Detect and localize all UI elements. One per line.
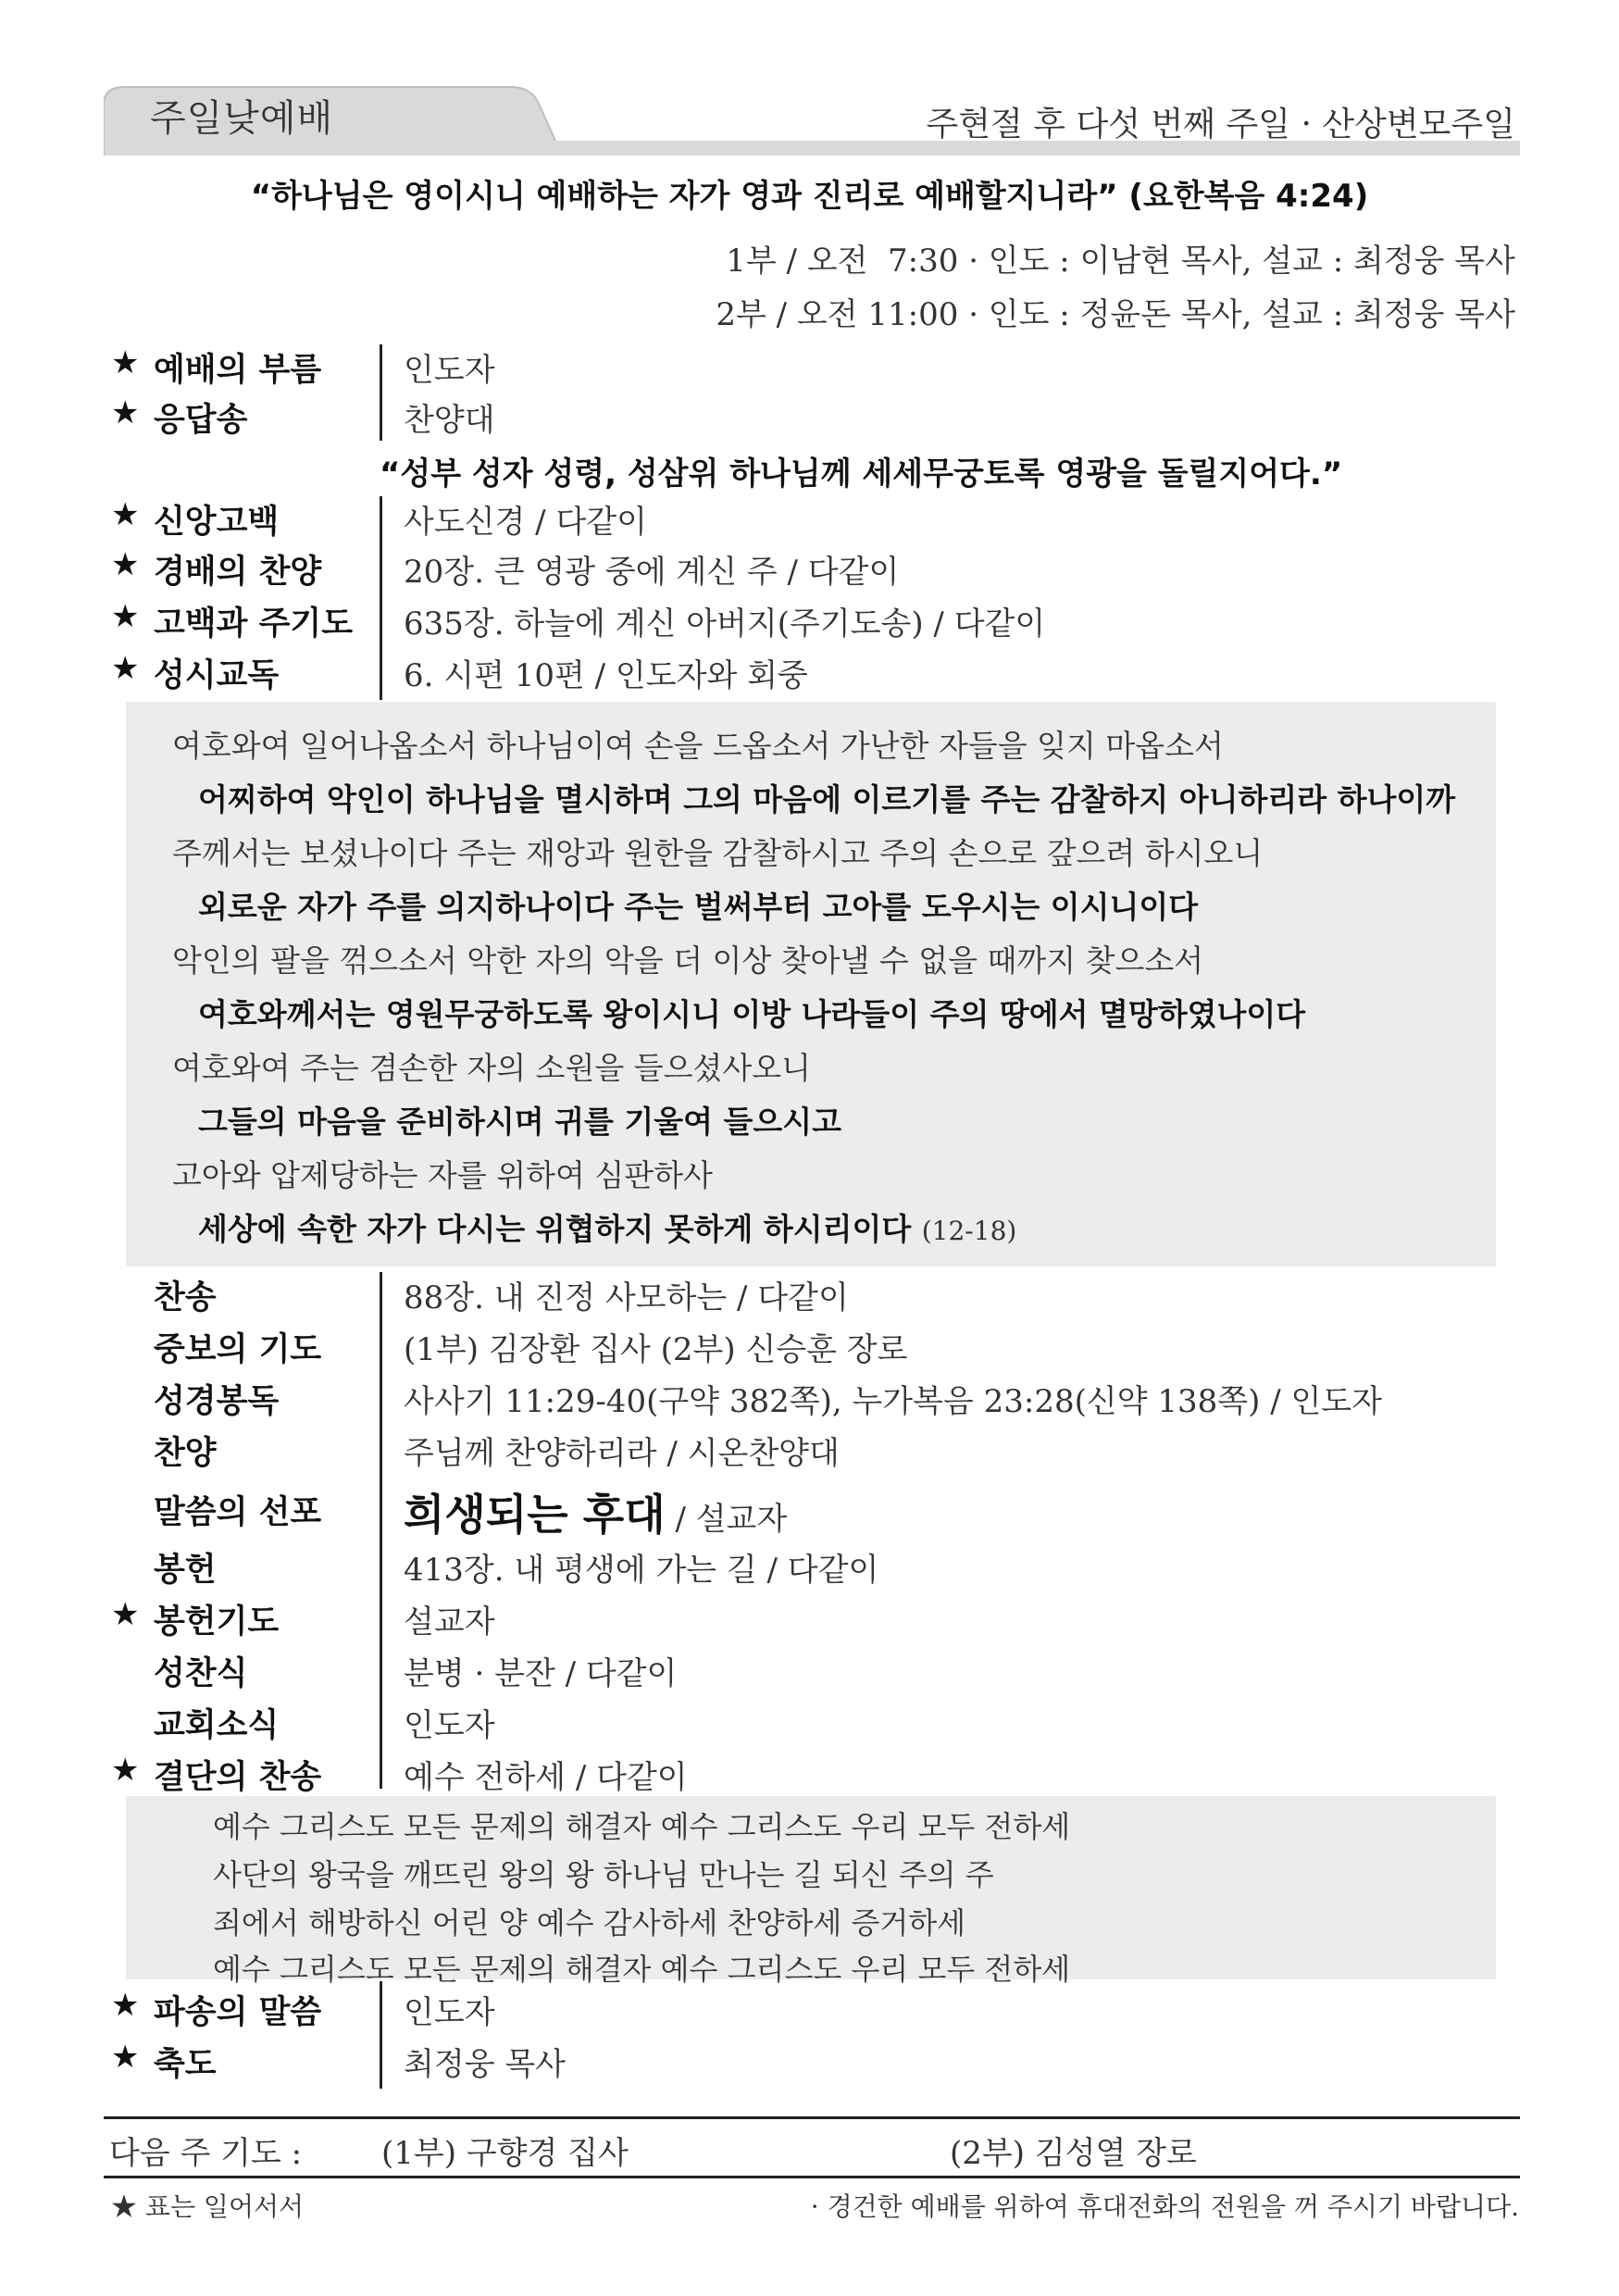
stand-star: ★	[111, 1752, 140, 1789]
sermon-title: 희생되는 후대	[404, 1490, 666, 1540]
order-item	[0, 1596, 1619, 1646]
order-value: 인도자	[404, 352, 495, 389]
order-label: 찬양	[154, 1435, 217, 1472]
next-week-first: (1부) 구향경 집사	[381, 2135, 629, 2172]
order-label: 경배의 찬양	[154, 554, 322, 591]
stand-star: ★	[111, 598, 140, 635]
order-label: 봉헌기도	[154, 1603, 280, 1641]
psalm-leader-line: 고아와 압제당하는 자를 위하여 심판하사	[172, 1157, 713, 1193]
order-item	[0, 1272, 1619, 1322]
order-value: 20장. 큰 영광 중에 계신 주 / 다같이	[404, 554, 900, 591]
order-item	[0, 496, 1619, 546]
order-item	[0, 1544, 1619, 1594]
next-week-second: (2부) 김성열 장로	[950, 2135, 1197, 2172]
order-item	[0, 650, 1619, 700]
psalm-leader-line: 여호와여 일어나옵소서 하나님이여 손을 드옵소서 가난한 자들을 잊지 마옵소서	[172, 728, 1224, 764]
order-value: 최정웅 목사	[404, 2046, 567, 2083]
order-item	[0, 1987, 1619, 2037]
stand-star: ★	[111, 1987, 140, 2024]
order-label: 파송의 말씀	[154, 1994, 322, 2031]
service-time-2: 2부 / 오전 11:00 · 인도 : 정윤돈 목사, 설교 : 최정웅 목사	[716, 296, 1515, 333]
doxology: “성부 성자 성령, 성삼위 하나님께 세세무궁토록 영광을 돌릴지어다.”	[380, 455, 1343, 493]
order-item	[0, 1752, 1619, 1802]
order-value: 사사기 11:29-40(구약 382쪽), 누가복음 23:28(신약 138쪽) / 인도자	[404, 1383, 1382, 1420]
stand-star: ★	[111, 344, 140, 381]
stand-star: ★	[111, 1596, 140, 1633]
order-item	[0, 344, 1619, 394]
order-label: 교회소식	[154, 1707, 280, 1744]
psalm-people-line: 여호와께서는 영원무궁하도록 왕이시니 이방 나라들이 주의 땅에서 멸망하였나이다	[198, 996, 1306, 1032]
order-value: (1부) 김장환 집사 (2부) 신승훈 장로	[404, 1331, 908, 1368]
stand-star: ★	[111, 650, 140, 687]
section-title: 주일낮예배	[150, 97, 334, 140]
order-label: 축도	[154, 2046, 217, 2083]
service-subtitle: 주현절 후 다섯 번째 주일 · 산상변모주일	[926, 106, 1515, 144]
psalm-people-line: 외로운 자가 주를 의지하나이다 주는 벌써부터 고아를 도우시는 이시니이다	[198, 889, 1199, 925]
order-label: 신앙고백	[154, 504, 280, 541]
order-label: 성찬식	[154, 1655, 248, 1692]
psalm-reference: (12-18)	[921, 1216, 1017, 1246]
hymn-lyric-line: 죄에서 해방하신 어린 양 예수 감사하세 찬양하세 증거하세	[213, 1905, 966, 1940]
order-value: 88장. 내 진정 사모하는 / 다같이	[404, 1279, 849, 1316]
service-time-1: 1부 / 오전 7:30 · 인도 : 이남현 목사, 설교 : 최정웅 목사	[726, 243, 1515, 280]
psalm-people-line: 어찌하여 악인이 하나님을 멸시하며 그의 마음에 이르기를 주는 감찰하지 아니하리라 하나이까	[198, 781, 1456, 817]
stand-star: ★	[111, 394, 140, 431]
order-value: 인도자	[404, 1707, 495, 1744]
footer-rule-top	[104, 2116, 1520, 2119]
footer-rule-bottom	[104, 2176, 1520, 2178]
order-item	[0, 1700, 1619, 1750]
order-value: 분병 · 분잔 / 다같이	[404, 1655, 678, 1692]
psalm-leader-line: 악인의 팔을 꺾으소서 악한 자의 악을 더 이상 찾아낼 수 없을 때까지 찾으소서	[172, 942, 1204, 979]
hymn-lyric-line: 예수 그리스도 모든 문제의 해결자 예수 그리스도 우리 모두 전하세	[213, 1809, 1071, 1844]
order-value: 사도신경 / 다같이	[404, 504, 647, 541]
sermon-by: / 설교자	[665, 1501, 788, 1538]
order-value: 예수 전하세 / 다같이	[404, 1759, 688, 1796]
order-item	[0, 1376, 1619, 1426]
psalm-people-line: 그들의 마음을 준비하시며 귀를 기울여 들으시고	[198, 1104, 842, 1140]
hymn-lyric-line: 예수 그리스도 모든 문제의 해결자 예수 그리스도 우리 모두 전하세	[213, 1952, 1071, 1987]
psalm-people-text: 세상에 속한 자가 다시는 위협하지 못하게 하시리이다	[198, 1211, 912, 1247]
hymn-lyric-line: 사단의 왕국을 깨뜨린 왕의 왕 하나님 만나는 길 되신 주의 주	[213, 1857, 994, 1892]
order-value: 주님께 찬양하리라 / 시온찬양대	[404, 1435, 840, 1472]
order-label: 봉헌	[154, 1552, 217, 1589]
order-item	[0, 546, 1619, 596]
order-item	[0, 1324, 1619, 1374]
order-value: 635장. 하늘에 계신 아버지(주기도송) / 다같이	[404, 605, 1046, 643]
psalm-leader-line: 여호와여 주는 겸손한 자의 소원을 들으셨사오니	[172, 1050, 812, 1086]
psalm-leader-line: 주께서는 보셨나이다 주는 재앙과 원한을 감찰하시고 주의 손으로 갚으려 하시오니	[172, 835, 1264, 871]
order-label: 결단의 찬송	[154, 1759, 322, 1796]
stand-note: ★ 표는 일어서서	[111, 2191, 305, 2222]
sermon-value	[404, 1481, 787, 1542]
order-value: 413장. 내 평생에 가는 길 / 다같이	[404, 1552, 879, 1589]
order-label: 찬송	[154, 1279, 217, 1316]
order-item	[0, 394, 1619, 444]
order-item	[0, 1648, 1619, 1698]
next-week-label: 다음 주 기도 :	[109, 2135, 303, 2172]
stand-star: ★	[111, 496, 140, 533]
order-label: 성경봉독	[154, 1383, 280, 1420]
psalm-people-line	[198, 1205, 1016, 1249]
order-item	[0, 598, 1619, 648]
sermon-item	[0, 1481, 1619, 1546]
order-label: 성시교독	[154, 657, 280, 694]
order-value: 설교자	[404, 1603, 495, 1641]
order-value: 찬양대	[404, 402, 495, 439]
order-label: 응답송	[154, 402, 248, 439]
order-value: 6. 시편 10편 / 인도자와 회중	[404, 657, 808, 694]
order-label: 중보의 기도	[154, 1331, 322, 1368]
stand-star: ★	[111, 2039, 140, 2076]
order-item	[0, 1428, 1619, 1478]
order-label: 말씀의 선포	[154, 1494, 322, 1531]
stand-star: ★	[111, 546, 140, 583]
phone-note: · 경건한 예배를 위하여 휴대전화의 전원을 꺼 주시기 바랍니다.	[810, 2191, 1519, 2222]
order-label: 고백과 주기도	[154, 605, 354, 643]
theme-verse: “하나님은 영이시니 예배하는 자가 영과 진리로 예배할지니라” (요한복음 4:24)	[250, 178, 1369, 215]
order-item	[0, 2039, 1619, 2089]
order-value: 인도자	[404, 1994, 495, 2031]
order-label: 예배의 부름	[154, 352, 322, 389]
